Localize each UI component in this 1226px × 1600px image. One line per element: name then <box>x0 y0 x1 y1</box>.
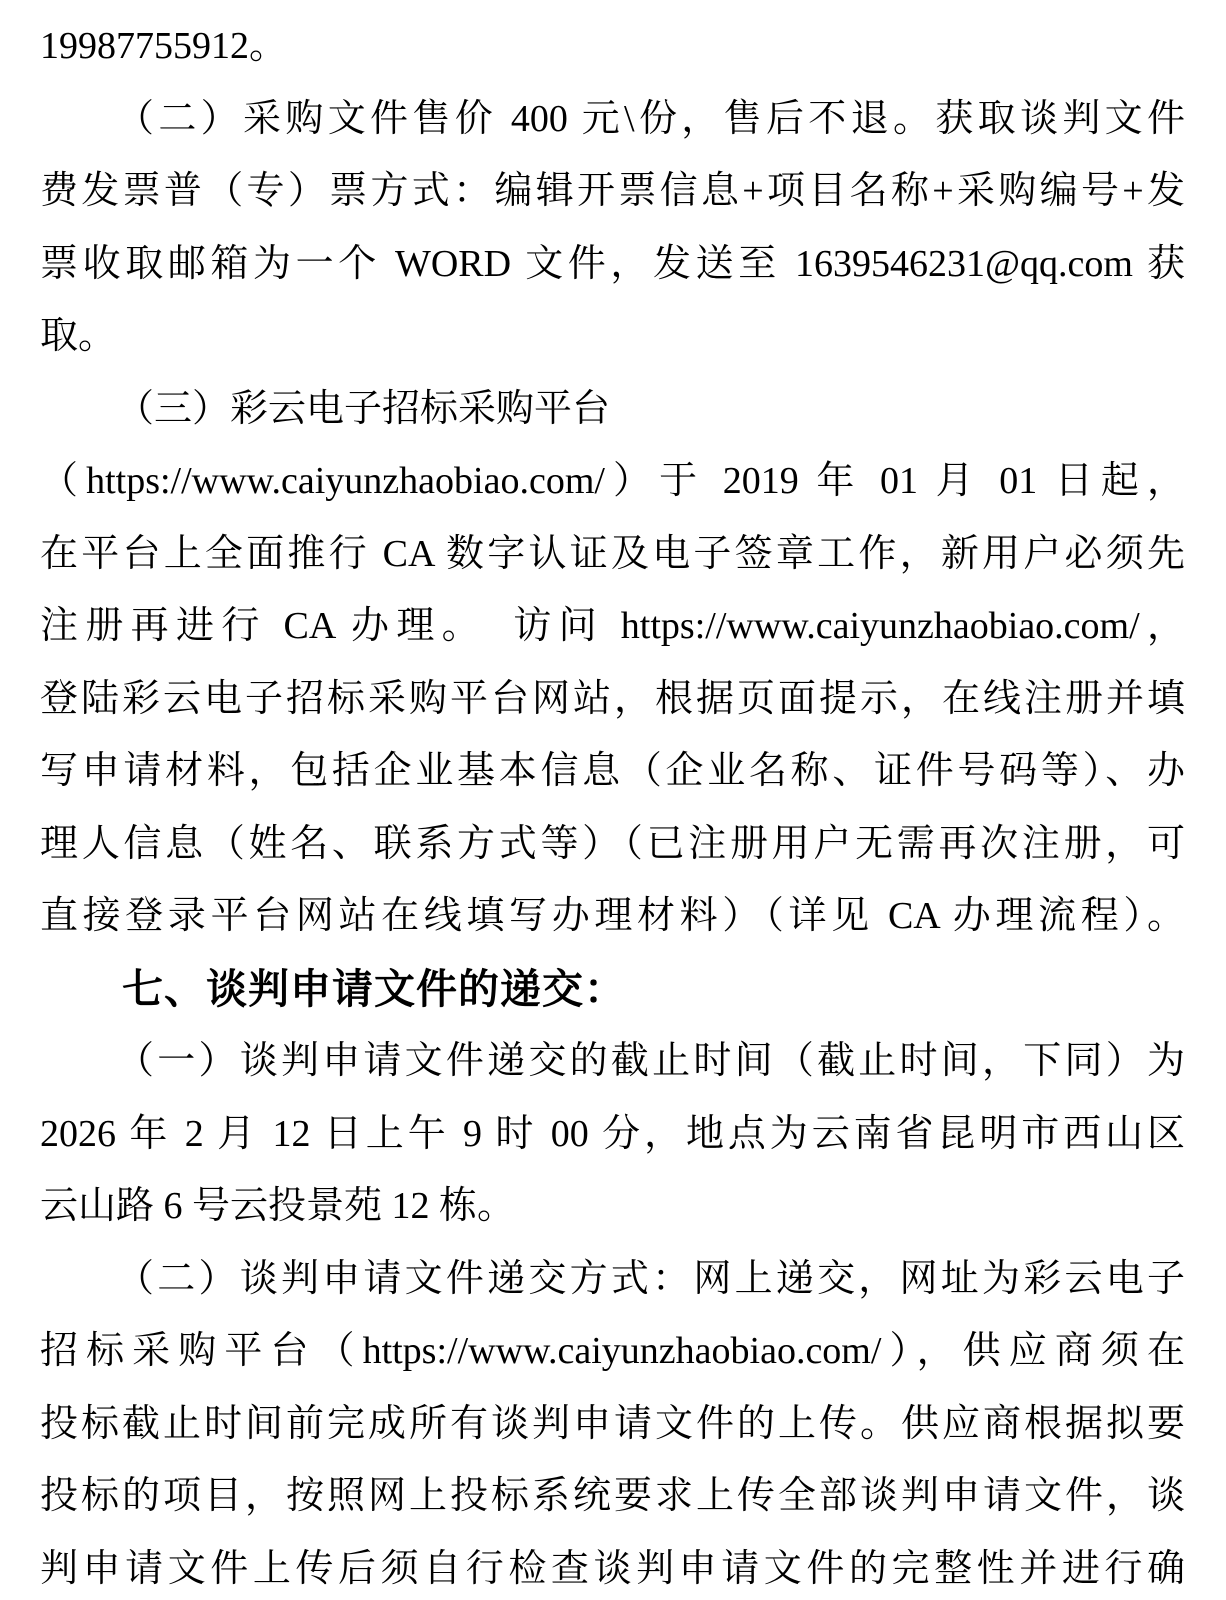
text-line: （一）谈判申请文件递交的截止时间（截止时间，下同）为 <box>116 1040 1185 1082</box>
text-line: 费发票普（专）票方式：编辑开票信息+项目名称+采购编号+发 <box>40 170 1185 212</box>
text-line: 云山路 6 号云投景苑 12 栋。 <box>40 1185 516 1227</box>
text-line: 2026 年 2 月 12 日上午 9 时 00 分，地点为云南省昆明市西山区 <box>40 1112 1185 1155</box>
text-line: （二）采购文件售价 400 元\份，售后不退。获取谈判文件 <box>116 97 1185 140</box>
text-line: （二）谈判申请文件递交方式：网上递交，网址为彩云电子 <box>116 1257 1185 1300</box>
text-line: 理人信息（姓名、联系方式等）（已注册用户无需再次注册，可 <box>40 822 1185 865</box>
text-line: 直接登录平台网站在线填写办理材料）（详见 CA 办理流程）。 <box>40 895 1185 937</box>
text-line: 票收取邮箱为一个 WORD 文件，发送至 1639546231@qq.com 获 <box>40 242 1185 285</box>
text-line: 注册再进行 CA 办理。 访问 https://www.caiyunzhaobiao.com/， <box>40 605 1185 647</box>
text-line: 登陆彩云电子招标采购平台网站，根据页面提示，在线注册并填 <box>40 677 1185 720</box>
text-line: 投标截止时间前完成所有谈判申请文件的上传。供应商根据拟要 <box>40 1402 1185 1445</box>
text-line: （三）彩云电子招标采购平台 <box>116 387 611 430</box>
section-heading: 七、谈判申请文件的递交： <box>122 965 626 1012</box>
text-line: 招标采购平台（https://www.caiyunzhaobiao.com/），供应商须在 <box>40 1330 1185 1372</box>
text-line: 在平台上全面推行 CA 数字认证及电子签章工作，新用户必须先 <box>40 532 1185 575</box>
text-line: 投标的项目，按照网上投标系统要求上传全部谈判申请文件，谈 <box>40 1475 1185 1517</box>
text-line: 写申请材料，包括企业基本信息（企业名称、证件号码等）、办 <box>40 750 1185 792</box>
text-line: 19987755912。 <box>40 25 288 67</box>
text-line: 取。 <box>40 315 117 357</box>
text-line: （https://www.caiyunzhaobiao.com/）于 2019 年 01 月 01 日起， <box>40 460 1185 502</box>
text-line: 判申请文件上传后须自行检查谈判申请文件的完整性并进行确 <box>40 1547 1185 1590</box>
